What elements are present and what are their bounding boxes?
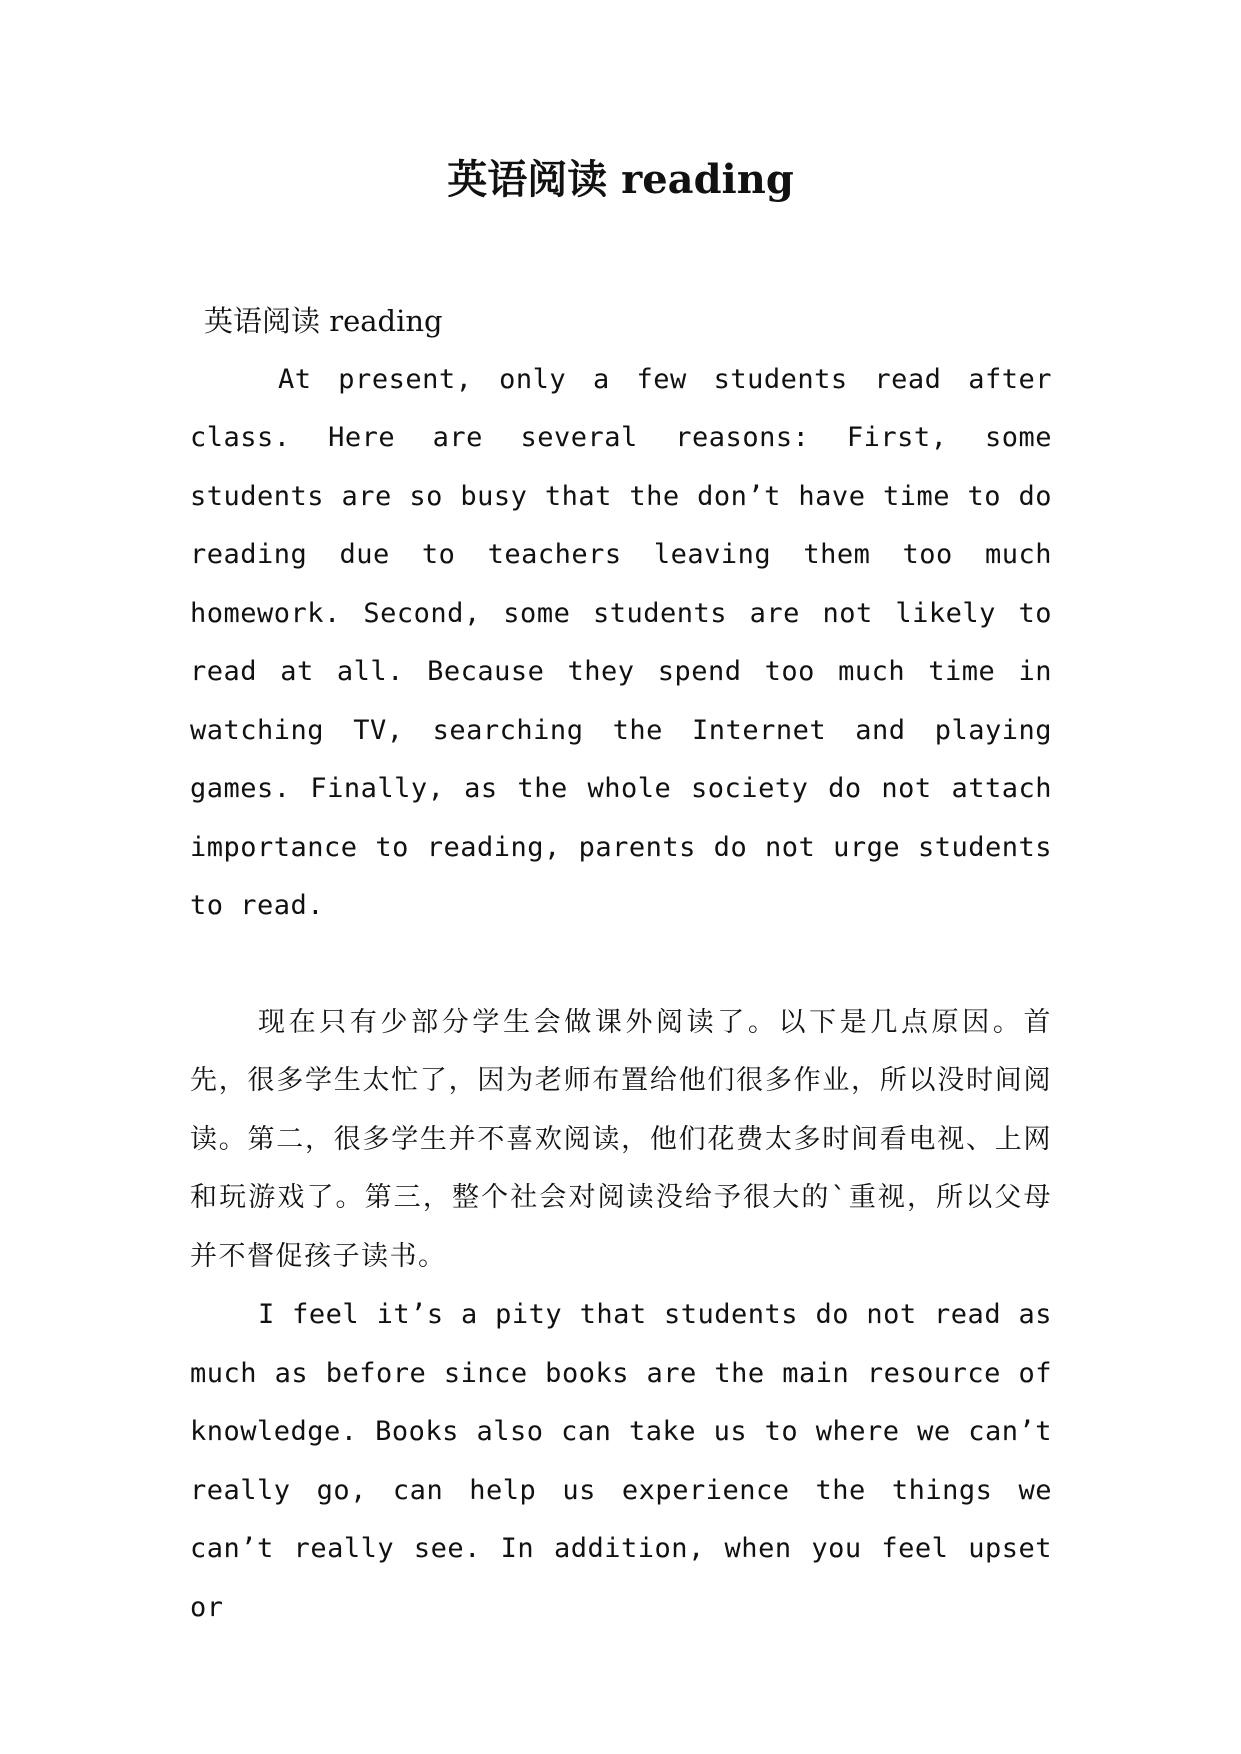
paragraph-chinese-translation: 现在只有少部分学生会做课外阅读了。以下是几点原因。首先，很多学生太忙了，因为老师布置给他们很多作业，所以没时间阅读。第二，很多学生并不喜欢阅读，他们花费太多时间看电视、上网和玩游戏了。第三，整个社会对阅读没给予很大的`重视，所以父母并不督促孩子读书。 xyxy=(190,1006,1052,1272)
paragraph-english-reasons: At present, only a few students read after class. Here are several reasons: First, some students are so busy that the don’t have time to do reading due to teachers leaving them too much homework. Second, some students are not likely to read at all. Because they spend too much time in watching TV, searching the Internet and playing games. Finally, as the whole society do not attach importance to reading, parents do not urge students to read. xyxy=(190,363,1052,921)
document-title: 英语阅读 reading xyxy=(447,156,794,203)
document-body xyxy=(190,292,1052,1637)
document-subtitle: 英语阅读 reading xyxy=(204,304,443,338)
paragraph-english-opinion: I feel it’s a pity that students do not read as much as before since books are the main resource of knowledge. Books also can take us to where we can’t really go, can help us experience the things we can’t really see. In addition, when you feel upset or xyxy=(190,1299,1052,1623)
